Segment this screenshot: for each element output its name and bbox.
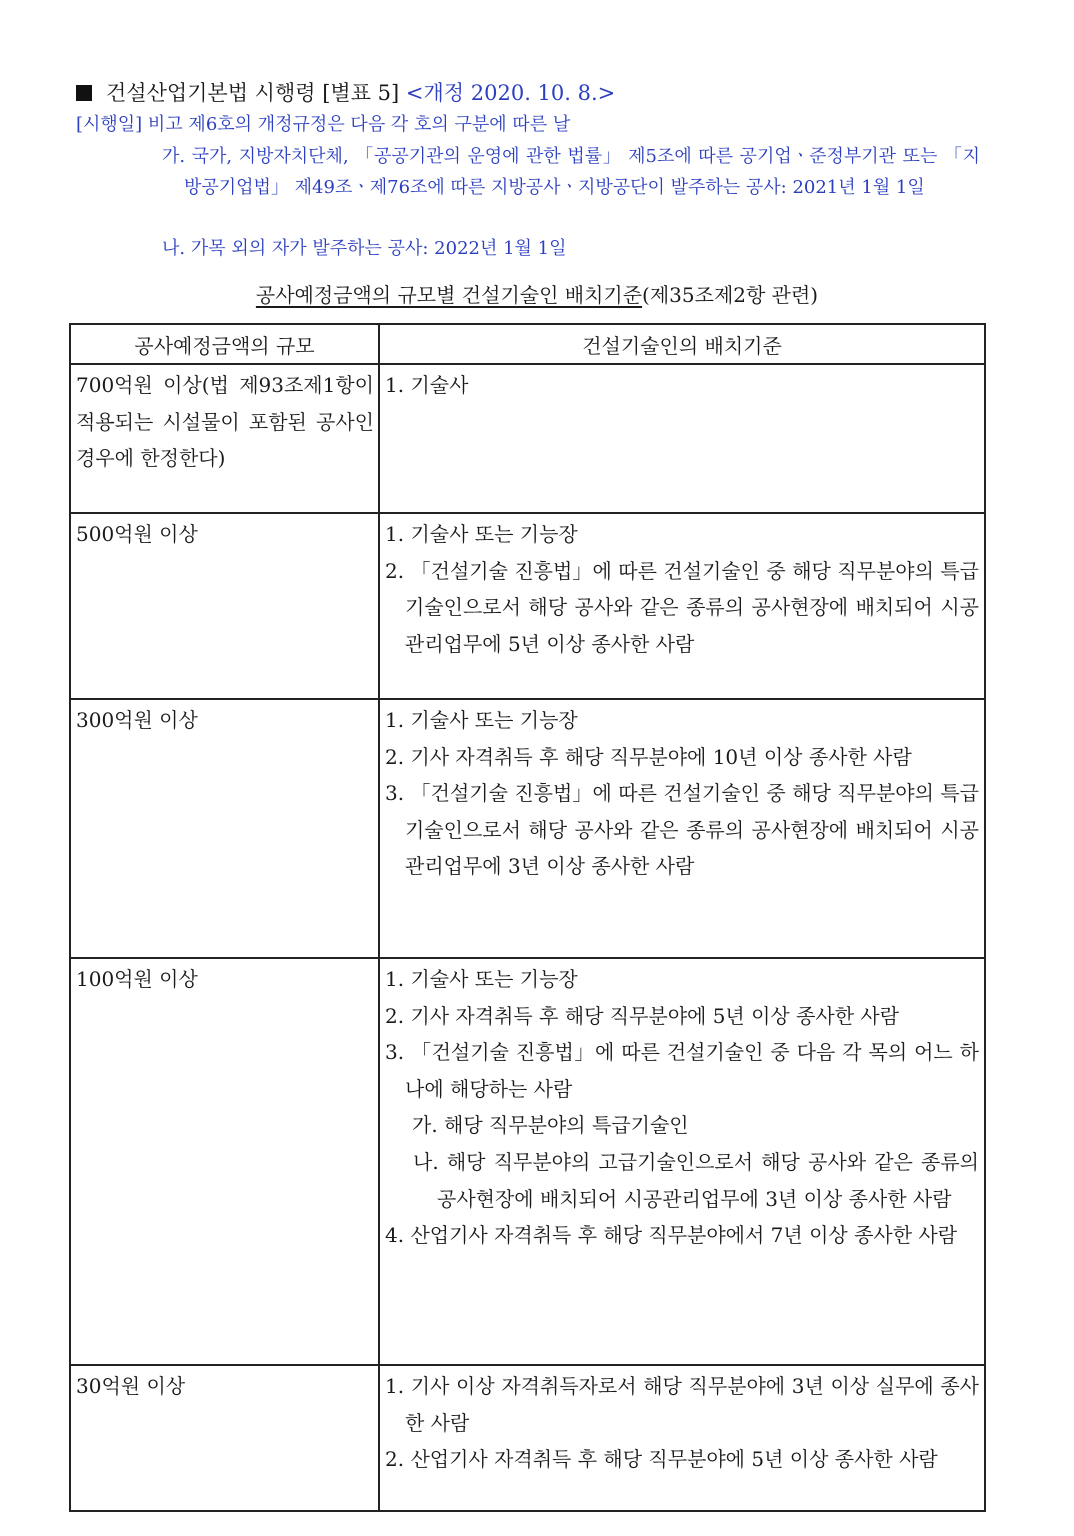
column-header-scale: 공사예정금액의 규모 (70, 324, 379, 364)
table-title-ref: (제35조제2항 관련) (642, 283, 819, 307)
criteria-cell (379, 364, 985, 513)
criteria-item: 2. 「건설기술 진흥법」에 따른 건설기술인 중 해당 직무분야의 특급기술인으로서 해당 공사와 같은 종류의 공사현장에 배치되어 시공관리업무에 5년 이상 종사한 사람 (385, 558, 979, 656)
scale-cell: 300억원 이상 (70, 699, 379, 958)
staffing-criteria-table (69, 323, 986, 1512)
effective-date-note: [시행일] 비고 제6호의 개정규정은 다음 각 호의 구분에 따른 날 (76, 114, 571, 135)
criteria-item: 1. 기사 이상 자격취득자로서 해당 직무분야에 3년 이상 실무에 종사한 사람 (385, 1374, 979, 1435)
criteria-subitem: 가. 해당 직무분야의 특급기술인 (412, 1113, 689, 1138)
criteria-item: 1. 기술사 또는 기능장 (385, 967, 578, 991)
table-row (70, 513, 985, 699)
table-row (70, 1365, 985, 1511)
criteria-item: 3. 「건설기술 진흥법」에 따른 건설기술인 중 해당 직무분야의 특급기술인으로서 해당 공사와 같은 종류의 공사현장에 배치되어 시공관리업무에 3년 이상 종사한 사람 (385, 781, 979, 879)
criteria-item: 2. 기사 자격취득 후 해당 직무분야에 10년 이상 종사한 사람 (385, 744, 912, 769)
effective-item-na-text: 나. 가목 외의 자가 발주하는 공사: 2022년 1월 1일 (162, 238, 567, 259)
scale-cell: 500억원 이상 (70, 513, 379, 699)
table-title (0, 281, 1074, 309)
table-title-main: 공사예정금액의 규모별 건설기술인 배치기준 (255, 283, 643, 307)
criteria-item: 1. 기술사 또는 기능장 (385, 522, 578, 546)
effective-item-ga-text: 가. 국가, 지방자치단체, 「공공기관의 운영에 관한 법률」 제5조에 따른 공기업ㆍ준정부기관 또는 「지방공기업법」 제49조ㆍ제76조에 따른 지방공사ㆍ지방공단이 발주하는 공사: 2021년 1월 1일 (162, 146, 980, 198)
criteria-cell (379, 1365, 985, 1511)
criteria-item: 3. 「건설기술 진흥법」에 따른 건설기술인 중 다음 각 목의 어느 하나에 해당하는 사람 (385, 1040, 979, 1101)
amendment-date: <개정 2020. 10. 8.> (405, 81, 616, 105)
black-square-icon (76, 85, 92, 101)
column-header-criteria: 건설기술인의 배치기준 (379, 324, 985, 364)
table-row (70, 364, 985, 513)
document-title: 건설산업기본법 시행령 [별표 5] (106, 81, 400, 105)
scale-cell: 30억원 이상 (70, 1365, 379, 1511)
criteria-item: 1. 기술사 (385, 373, 469, 397)
table-row (70, 958, 985, 1365)
criteria-subitem: 나. 해당 직무분야의 고급기술인으로서 해당 공사와 같은 종류의 공사현장에 배치되어 시공관리업무에 3년 이상 종사한 사람 (413, 1149, 979, 1211)
scale-cell: 700억원 이상(법 제93조제1항이 적용되는 시설물이 포함된 공사인 경우에 한정한다) (70, 364, 379, 513)
criteria-item: 2. 산업기사 자격취득 후 해당 직무분야에 5년 이상 종사한 사람 (385, 1447, 938, 1472)
table-row (70, 699, 985, 958)
criteria-item: 1. 기술사 또는 기능장 (385, 708, 578, 732)
table-header-row (70, 324, 985, 364)
criteria-cell (379, 699, 985, 958)
scale-cell: 100억원 이상 (70, 958, 379, 1365)
criteria-item: 2. 기사 자격취득 후 해당 직무분야에 5년 이상 종사한 사람 (385, 1003, 900, 1028)
criteria-cell (379, 958, 985, 1365)
criteria-item: 4. 산업기사 자격취득 후 해당 직무분야에서 7년 이상 종사한 사람 (385, 1223, 958, 1248)
document-header (76, 78, 615, 108)
criteria-cell (379, 513, 985, 699)
effective-item-ga (162, 141, 980, 203)
effective-item-na (162, 233, 980, 264)
